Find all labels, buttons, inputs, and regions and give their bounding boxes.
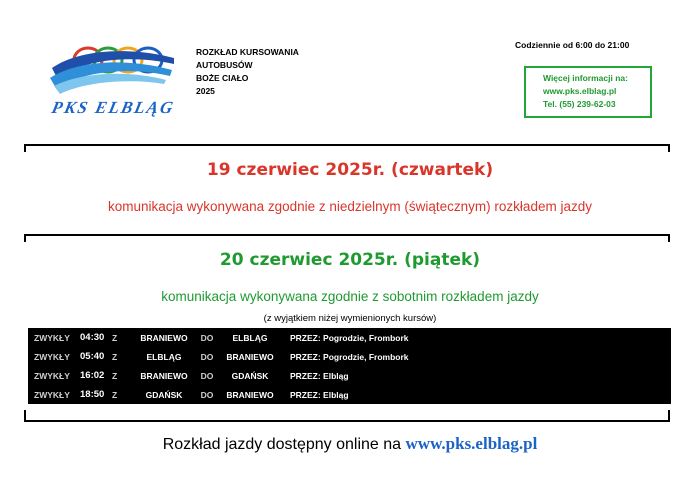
course-type: ZWYKŁY	[34, 333, 70, 343]
table-row	[28, 385, 671, 404]
day2-note: (z wyjątkiem niżej wymienionych kursów)	[263, 313, 437, 324]
to-marker: DO	[200, 390, 214, 400]
from-marker: Z	[112, 371, 118, 381]
departure-time: 05:40	[80, 351, 105, 362]
logo-text: PKS ELBLĄG	[50, 98, 177, 117]
notice-title-line: ROZKŁAD KURSOWANIA	[196, 47, 299, 57]
origin: GDAŃSK	[145, 390, 183, 400]
course-type: ZWYKŁY	[34, 371, 70, 381]
table-row	[28, 328, 671, 347]
origin: BRANIEWO	[140, 333, 188, 343]
day1-date: 19 czerwiec 2025r. (czwartek)	[206, 160, 494, 180]
schedule-table	[28, 328, 671, 404]
to-marker: DO	[200, 371, 214, 381]
route-via: PRZEZ: Elbląg	[290, 390, 349, 400]
table-row	[28, 347, 671, 366]
route-via: PRZEZ: Pogrodzie, Frombork	[290, 352, 409, 362]
route-via: PRZEZ: Pogrodzie, Frombork	[290, 333, 409, 343]
info-website-link[interactable]: www.pks.elblag.pl	[543, 86, 617, 96]
info-label: Więcej informacji na:	[543, 73, 628, 83]
to-marker: DO	[200, 333, 214, 343]
notice-title-line: AUTOBUSÓW	[196, 60, 253, 70]
departure-time: 16:02	[80, 370, 105, 381]
course-type: ZWYKŁY	[34, 352, 70, 362]
section-divider	[24, 144, 670, 152]
notice-title-line: BOŻE CIAŁO	[196, 73, 249, 83]
course-type: ZWYKŁY	[34, 390, 70, 400]
departure-time: 18:50	[80, 389, 105, 400]
destination: BRANIEWO	[226, 390, 274, 400]
footer	[0, 434, 700, 454]
route-via: PRZEZ: Elbląg	[290, 371, 349, 381]
footer-text: Rozkład jazdy dostępny online na	[162, 436, 406, 453]
origin: ELBLĄG	[146, 352, 182, 362]
destination: BRANIEWO	[226, 352, 274, 362]
daily-hours: Codziennie od 6:00 do 21:00	[515, 40, 630, 50]
section-divider	[24, 410, 670, 422]
from-marker: Z	[112, 333, 118, 343]
day1-description: komunikacja wykonywana zgodnie z niedzielnym (świątecznym) rozkładem jazdy	[108, 199, 592, 214]
notice-title-line: 2025	[196, 86, 215, 96]
table-row	[28, 366, 671, 385]
footer-website-link[interactable]: www.pks.elblag.pl	[405, 434, 538, 453]
from-marker: Z	[112, 352, 118, 362]
notice-title	[196, 46, 299, 98]
info-phone: Tel. (55) 239-62-03	[543, 99, 616, 109]
to-marker: DO	[200, 352, 214, 362]
destination: ELBLĄG	[232, 333, 268, 343]
departure-time: 04:30	[80, 332, 105, 343]
from-marker: Z	[112, 390, 118, 400]
day2-date: 20 czerwiec 2025r. (piątek)	[219, 250, 481, 270]
origin: BRANIEWO	[140, 371, 188, 381]
day2-description: komunikacja wykonywana zgodnie z sobotnim rozkładem jazdy	[161, 289, 539, 304]
destination: GDAŃSK	[231, 371, 269, 381]
section-divider	[24, 234, 670, 242]
info-box	[524, 66, 652, 118]
